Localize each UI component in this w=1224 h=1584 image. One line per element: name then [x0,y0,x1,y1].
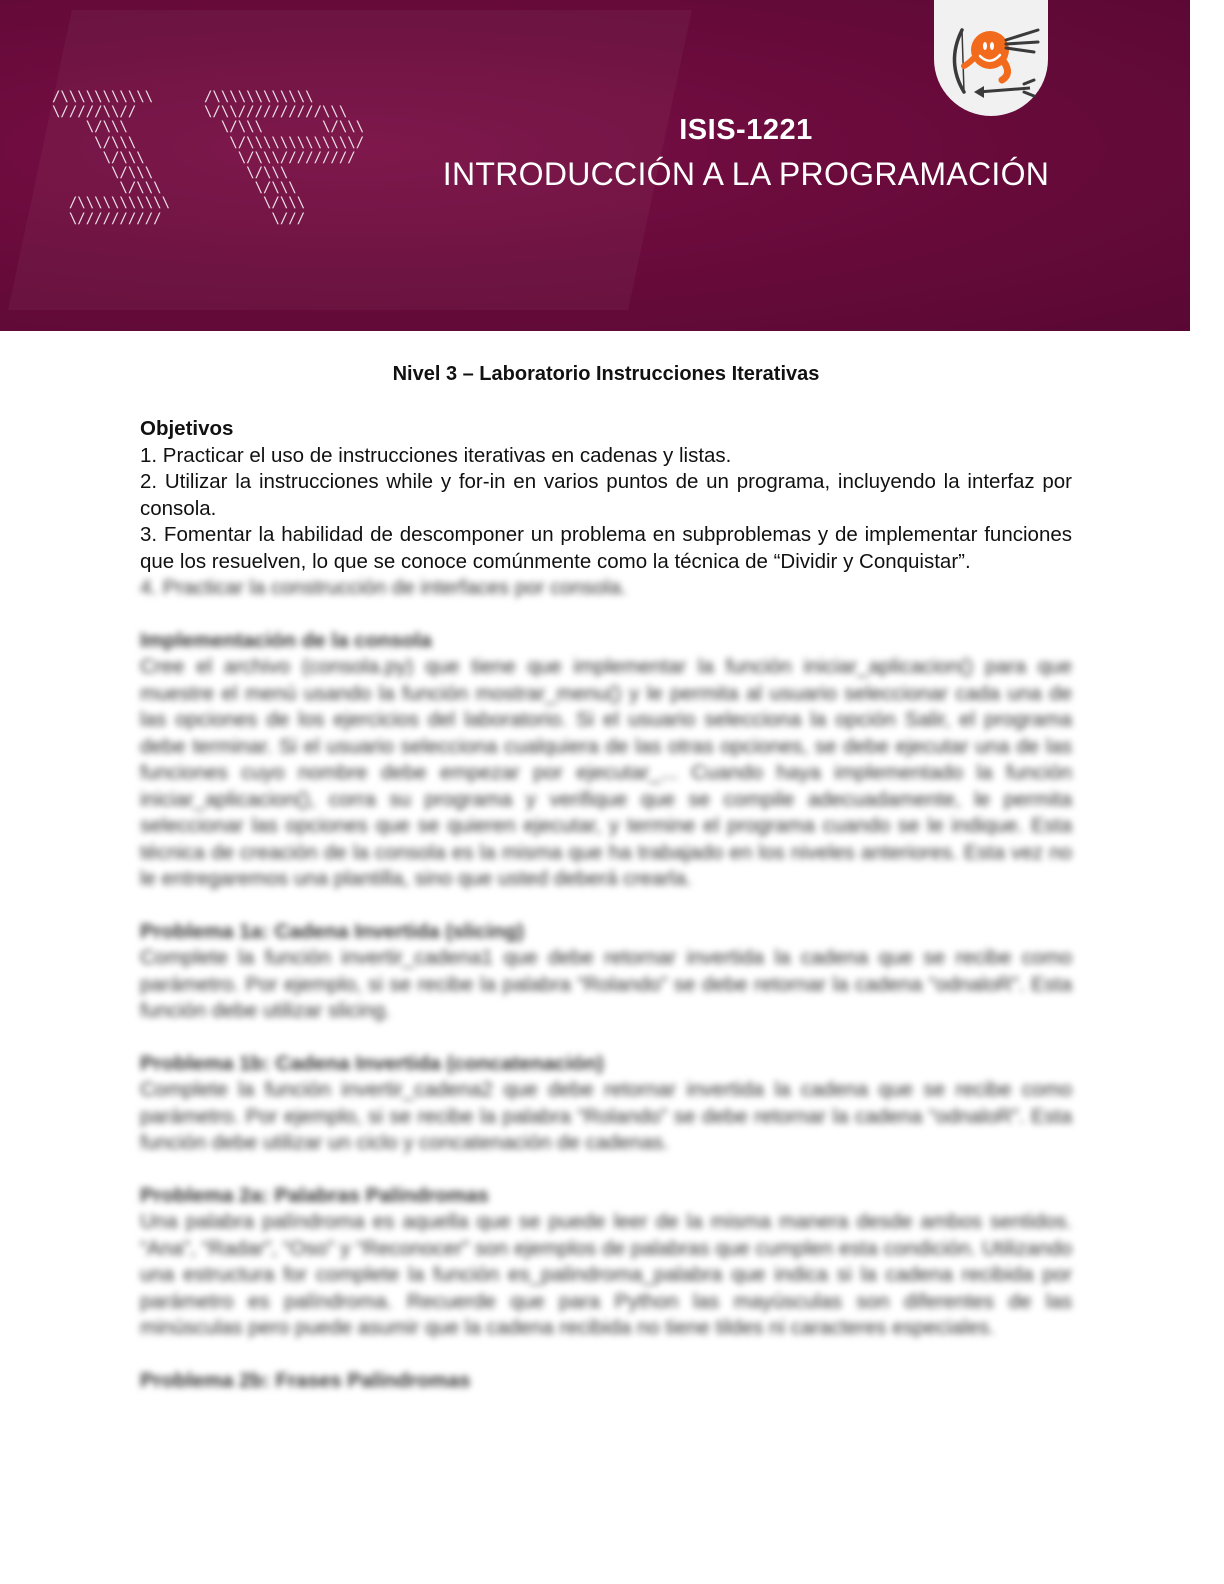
section-body: Cree el archivo (consola.py) que tiene que implementar la función iniciar_aplicacion() para que muestre el menú usando la función mostrar_menu() y le permita al usuario seleccionar cada una de las opciones de los ejercicios del laboratorio. Si el usuario selecciona la opción Salir, el programa debe terminar. Si el usuario selecciona cualquiera de las otras opciones, se debe ejecutar una de las funciones cuyo nombre debe empezar por ejecutar_... Cuando haya implementado la función iniciar_aplicacion(), corra su programa y verifique que se compile adecuadamente, le permita seleccionar las opciones que se quieren ejecutar, y termine el programa cuando se le indique. Esta técnica de creación de la consola es la misma que ha trabajado en los niveles anteriores. Esta vez no le entregaremos una plantilla, sino que usted deberá crearla. [140,655,1072,890]
section-problem-2b [140,1368,1072,1395]
section-body: Una palabra palíndroma es aquella que se puede leer de la misma manera desde ambos sentidos. “Ana”, “Radar”, “Oso” y “Reconocer” son ejemplos de palabras que cumplen esta condición. Utilizando una estructura for complete la función es_palindroma_palabra que indica si la cadena recibida por parámetro es palíndroma. Recuerde que para Python las mayúsculas son diferentes de las minúsculas pero puede asumir que la cadena recibida no tiene tildes ni caracteres especiales. [140,1210,1072,1339]
section-heading: Problema 2a: Palabras Palíndromas [140,1183,489,1207]
section-body: Complete la función invertir_cadena1 que debe retornar invertida la cadena que se recibe como parámetro. Por ejemplo, si se recibe la palabra “Rolando” se debe retornar la cadena “odnaloR”. Esta función debe utilizar slicing. [140,946,1072,1022]
document-body [140,416,1072,1394]
objective-item-3: 3. Fomentar la habilidad de descomponer un problema en subproblemas y de implementar funciones que los resuelven, lo que se conoce comúnmente como la técnica de “Dividir y Conquistar”. [140,523,1072,573]
header-banner [0,0,1190,331]
page-title: Nivel 3 – Laboratorio Instrucciones Iterativas [392,363,820,385]
section-body: Complete la función invertir_cadena2 que debe retornar invertida la cadena que se recibe como parámetro. Por ejemplo, si se recibe la palabra “Rolando” se debe retornar la cadena “odnaloR”. Esta función debe utilizar un ciclo y concatenación de cadenas. [140,1078,1072,1154]
objective-item-4: 4. Practicar la construcción de interfaces por consola. [140,576,627,599]
section-heading: Problema 1a: Cadena Invertida (slicing) [140,919,524,943]
ascii-logo-i: /\\\\\\\\\\\ \/////\\// \/\\\ \/\\\ \/\\\ \/\\\ \/\\\ /\\\\\\\\\\\ \////////// [52,89,171,227]
course-title: INTRODUCCIÓN A LA PROGRAMACIÓN [442,156,1050,192]
objectives-heading: Objetivos [140,417,234,440]
objective-item-1: 1. Practicar el uso de instrucciones iterativas en cadenas y listas. [140,443,732,467]
objective-item-2: 2. Utilizar la instrucciones while y for-in en varios puntos de un programa, incluyendo la interfaz por consola. [140,470,1072,520]
logo-badge [934,0,1048,116]
section-heading: Implementación de la consola [140,628,432,652]
section-problem-2a [140,1183,1072,1342]
section-problem-1b [140,1051,1072,1157]
course-code: ISIS-1221 [679,114,813,146]
archer-mascot-icon [934,0,1048,116]
blurred-content [140,575,1072,1394]
section-heading: Problema 1b: Cadena Invertida (concatenación) [140,1051,604,1075]
section-problem-1a [140,919,1072,1025]
section-heading: Problema 2b: Frases Palíndromas [140,1368,471,1392]
ascii-logo-p: /\\\\\\\\\\\\ \/\\//////////\\\ \/\\\ \/\\\ \/\\\\\\\\\\\\\/ \/\\\///////// \/\\\ \/\\\ \/\\\ \/// [204,89,365,227]
section-console [140,628,1072,893]
